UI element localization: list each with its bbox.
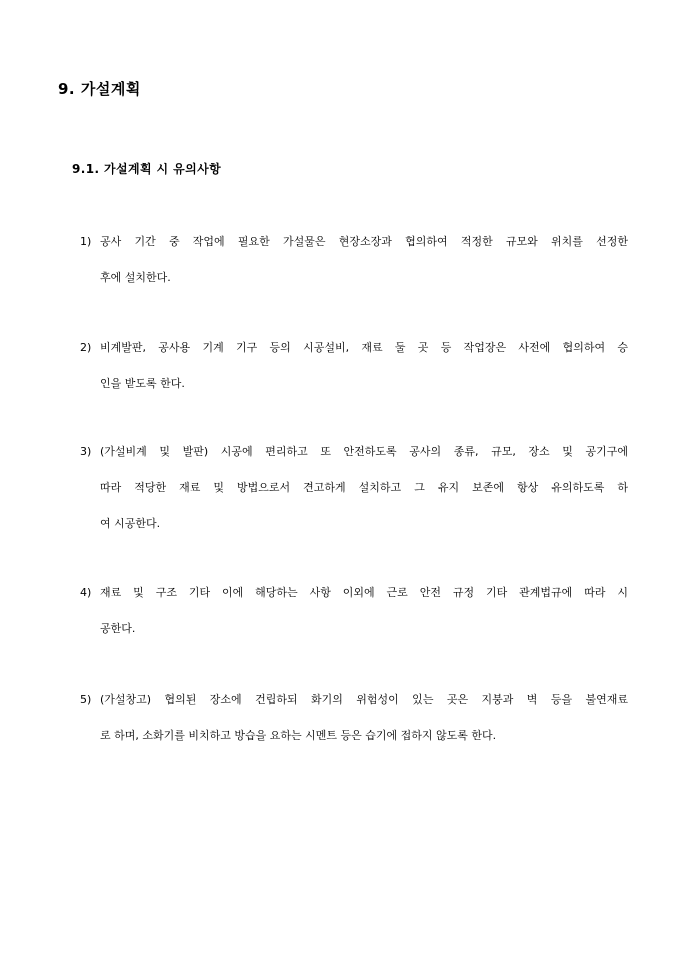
item-number: 4) [80, 586, 92, 599]
item-number: 5) [80, 693, 92, 706]
item-number: 2) [80, 341, 92, 354]
section-title: 9. 가설계획 [58, 80, 141, 98]
list-item-5 [80, 682, 628, 754]
item-text-line: 후에 설치한다. [100, 271, 171, 284]
item-text-line: 재료 및 구조 기타 이에 해당하는 사항 이외에 근로 안전 규정 기타 관계법규에 따라 시 [100, 586, 628, 599]
item-text-line: (가설비계 및 발판) 시공에 편리하고 또 안전하도록 공사의 종류, 규모, 장소 및 공기구에 [100, 445, 628, 458]
item-text-line: 공사 기간 중 작업에 필요한 가설물은 현장소장과 협의하여 적정한 규모와 위치를 선정한 [100, 235, 628, 248]
subsection-title: 9.1. 가설계획 시 유의사항 [72, 162, 222, 176]
item-text-line: 인을 받도록 한다. [100, 377, 185, 390]
list-item-1 [80, 224, 628, 296]
item-text-line: 따라 적당한 재료 및 방법으로서 견고하게 설치하고 그 유지 보존에 항상 유의하도록 하 [100, 481, 628, 494]
item-text-line: 공한다. [100, 622, 136, 635]
item-text-line: (가설창고) 협의된 장소에 건립하되 화기의 위험성이 있는 곳은 지붕과 벽 등을 불연재료 [100, 693, 628, 706]
item-number: 3) [80, 445, 92, 458]
list-item-2 [80, 330, 628, 402]
list-item-4 [80, 575, 628, 647]
list-item-3 [80, 434, 628, 542]
item-text-line: 비계발판, 공사용 기계 기구 등의 시공설비, 재료 둘 곳 등 작업장은 사전에 협의하여 승 [100, 341, 628, 354]
item-text-line: 여 시공한다. [100, 517, 161, 530]
item-text-line: 로 하며, 소화기를 비치하고 방습을 요하는 시멘트 등은 습기에 접하지 않도록 한다. [100, 729, 497, 742]
item-number: 1) [80, 235, 92, 248]
